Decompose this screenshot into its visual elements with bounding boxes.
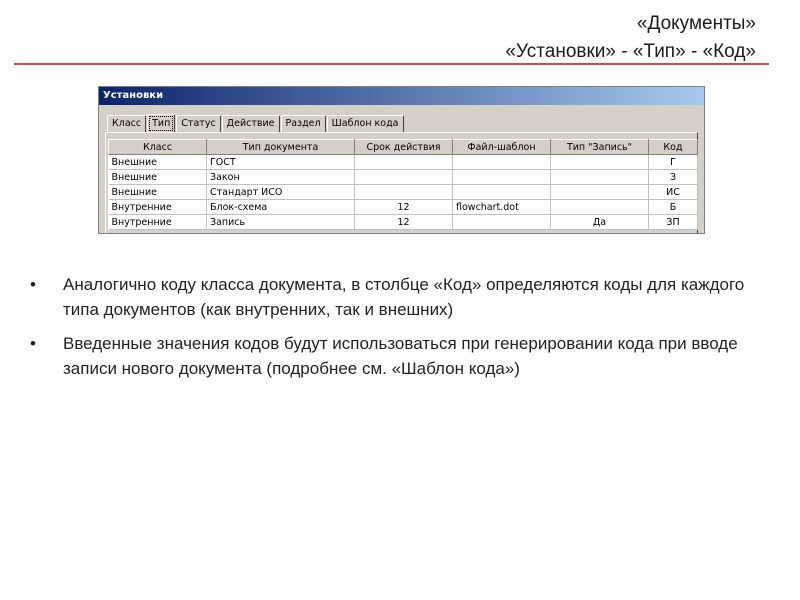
column-header-code[interactable]: Код — [649, 140, 698, 155]
tab-type[interactable]: Тип — [147, 114, 175, 133]
bullet-text: Введенные значения кодов будут использоваться при генерировании кода при вводе записи нового документа (подробнее см. «Шаблон кода») — [63, 334, 738, 378]
bullet-mark: • — [30, 275, 36, 294]
title-divider — [14, 63, 769, 65]
bullet-item — [30, 272, 775, 322]
cell-template-file[interactable] — [453, 215, 551, 230]
bullet-text: Аналогично коду класса документа, в столбце «Код» определяются коды для каждого типа документов (как внутренних, так и внешних) — [63, 275, 745, 319]
cell-class[interactable]: Внешние — [109, 170, 207, 185]
cell-template-file[interactable]: flowchart.dot — [453, 200, 551, 215]
cell-record-type[interactable]: Да — [551, 215, 649, 230]
cell-class[interactable]: Внутренние — [109, 200, 207, 215]
document-types-table — [108, 139, 698, 230]
cell-class[interactable]: Внешние — [109, 155, 207, 170]
column-header-doc-type[interactable]: Тип документа — [207, 140, 355, 155]
cell-doc-type[interactable]: Блок-схема — [207, 200, 355, 215]
bullet-item — [30, 331, 775, 381]
cell-doc-type[interactable]: ГОСТ — [207, 155, 355, 170]
settings-window-screenshot — [98, 86, 705, 234]
table-row[interactable] — [109, 185, 698, 200]
bullet-mark: • — [30, 334, 36, 353]
table-header-row — [109, 140, 698, 155]
tab-status[interactable]: Статус — [176, 115, 220, 132]
cell-template-file[interactable] — [453, 170, 551, 185]
table-row[interactable] — [109, 215, 698, 230]
cell-validity[interactable] — [355, 155, 453, 170]
cell-doc-type[interactable]: Стандарт ИСО — [207, 185, 355, 200]
column-header-validity[interactable]: Срок действия — [355, 140, 453, 155]
cell-template-file[interactable] — [453, 155, 551, 170]
cell-validity[interactable] — [355, 170, 453, 185]
cell-record-type[interactable] — [551, 155, 649, 170]
cell-code[interactable]: Г — [649, 155, 698, 170]
cell-validity[interactable] — [355, 185, 453, 200]
cell-code[interactable]: Б — [649, 200, 698, 215]
cell-class[interactable]: Внешние — [109, 185, 207, 200]
window-title: Установки — [99, 87, 704, 105]
slide-title-line-1: «Документы» — [636, 13, 756, 34]
table-row[interactable] — [109, 200, 698, 215]
tab-action[interactable]: Действие — [222, 115, 280, 132]
table-row[interactable] — [109, 155, 698, 170]
column-header-record-type[interactable]: Тип "Запись" — [551, 140, 649, 155]
tab-code-template[interactable]: Шаблон кода — [327, 115, 404, 132]
tab-bar — [107, 114, 405, 132]
cell-template-file[interactable] — [453, 185, 551, 200]
cell-code[interactable]: ИС — [649, 185, 698, 200]
column-header-template-file[interactable]: Файл-шаблон — [453, 140, 551, 155]
cell-doc-type[interactable]: Запись — [207, 215, 355, 230]
cell-code[interactable]: З — [649, 170, 698, 185]
cell-doc-type[interactable]: Закон — [207, 170, 355, 185]
cell-validity[interactable]: 12 — [355, 200, 453, 215]
tab-class[interactable]: Класс — [107, 115, 146, 132]
cell-record-type[interactable] — [551, 185, 649, 200]
table-row[interactable] — [109, 170, 698, 185]
cell-record-type[interactable] — [551, 200, 649, 215]
slide-title — [505, 10, 756, 66]
column-header-class[interactable]: Класс — [109, 140, 207, 155]
slide-title-line-2: «Установки» - «Тип» - «Код» — [505, 41, 756, 62]
bullet-list — [30, 272, 775, 390]
cell-validity[interactable]: 12 — [355, 215, 453, 230]
cell-class[interactable]: Внутренние — [109, 215, 207, 230]
tab-section[interactable]: Раздел — [281, 115, 326, 132]
cell-code[interactable]: ЗП — [649, 215, 698, 230]
cell-record-type[interactable] — [551, 170, 649, 185]
